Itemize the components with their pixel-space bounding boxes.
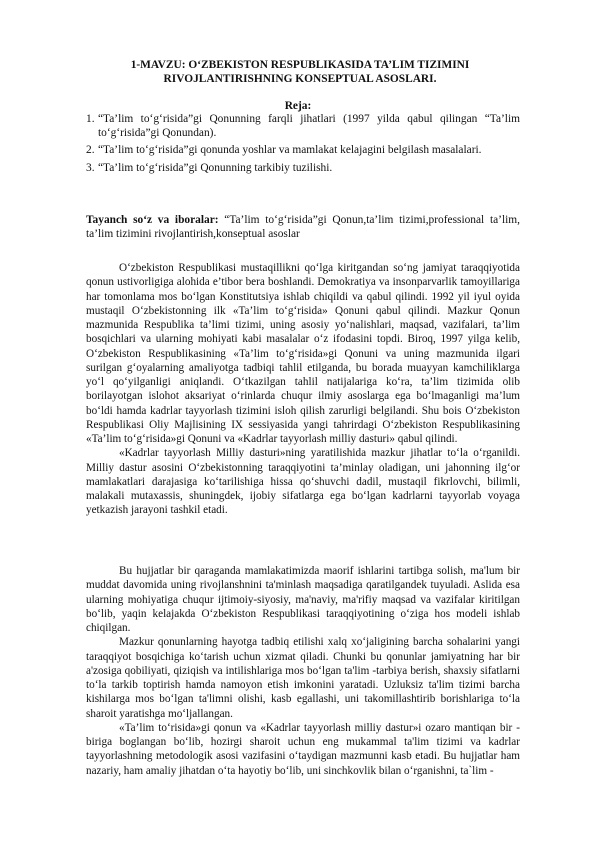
body-paragraph: O‘zbekiston Respublikasi mustaqillikni qo‘lga kiritgandan so‘ng jamiyat taraqqiyotida qonun ustivorligiga alohida e’tibor bera boshlandi. Demokratiya va insonparvarlik tamoyillariga har tomonlama mos bo‘lgan Konstitutsiya ishlab chiqildi va qabul qilindi. 1992 yil iyul oyida mustaqil O‘zbekistonning ilk «Ta’lim to‘g‘risida» Qonuni qabul qilindi. Mazkur Qonun mazmunida Respublika ta’limi tizimi, uning asosiy yo‘nalishlari, maqsad, vazifalari, ta’lim bosqichlari va ularning mohiyati kabi masalalar o‘z ifodasini topdi. Biroq, 1997 yilga kelib, O‘zbekiston Respublikasining «Ta’lim to‘g‘risida»gi Qonuni va uning mazmunida ilgari surilgan g‘oyalarning amaliyotga tadbiqi tahlil etilganda, bu borada muayyan kamchiliklarga yo‘l qo‘yilganligi aniqlandi. O‘tkazilgan tahlil natijalariga ko‘ra, ta’lim tizimida olib borilayotgan islohot aksariyat o‘rinlarda chuqur ilmiy asoslarga ega bo‘lmaganligi ma’lum bo‘ldi hamda kadrlar tayyorlash tizimini isloh qilish zarurligi belgilandi. Shu bois O‘zbekiston Respublikasi Oliy Majlisining IX sessiyasida yangi tahrirdagi O‘zbekiston Respublikasining «Ta’lim to‘g‘risida»gi Qonuni va «Kadrlar tayyorlash milliy dasturi» qabul qilindi. bbox=[86, 262, 520, 445]
plan-item-text: “Ta’lim to‘g‘risida”gi Qonunning farqli jihatlari (1997 yilda qabul qilingan “Ta’lim to‘g‘risida”gi Qonundan). bbox=[98, 113, 520, 140]
plan-item-text: “Ta’lim to‘g‘risida”gi Qonunning tarkibiy tuzilishi. bbox=[98, 161, 333, 174]
body-section-2 bbox=[86, 564, 520, 778]
body-paragraph: «Ta’lim to‘risida»gi qonun va «Kadrlar tayyorlash milliy dastur»i ozaro mantiqan bir -biriga boglangan bo‘lib, hozirgi sharoit uchun eng mukammal ta'lim tizimi va kadrlar tayyorlashning metodologik asosi vazifasini o‘taydigan mazmunni kasb etadi. Bu hujjatlar ham nazariy, ham amaliy jihatdan o‘ta hayotiy bo‘lib, uni sinchkovlik bilan o‘rganishni, ta`lim - bbox=[86, 721, 520, 777]
plan-item bbox=[86, 161, 520, 175]
plan-list bbox=[86, 112, 520, 178]
plan-item-number: 2. bbox=[86, 144, 95, 157]
plan-item-text: “Ta’lim to‘g‘risida”gi qonunda yoshlar va mamlakat kelajagini belgilash masalalari. bbox=[98, 144, 482, 157]
plan-item bbox=[86, 112, 520, 140]
body-paragraph: Mazkur qonunlarning hayotga tadbiq etilishi xalq xo‘jaligining barcha sohalarini yangi taraqqiyot bosqichiga ko‘tarish uchun xizmat qiladi. Chunki bu qonunlar jamiyatning har bir a'zosiga qobiliyati, qiziqish va intilishlariga mos bo‘lgan ta'lim -tarbiya berish, shaxsiy sifatlarni to‘la tarkib toptirish hamda namoyon etish imkonini yaratadi. Uzluksiz ta'lim tizimi barcha kishilarga mos bo‘lgan ta'limni olishi, kasb egallashi, uni takomillashtirib borishlariga to‘la sharoit yaratishga mo‘ljallangan. bbox=[86, 636, 520, 720]
page-title bbox=[120, 58, 480, 86]
keywords-label: Tayanch so‘z va iboralar: bbox=[86, 214, 219, 226]
plan-item-number: 3. bbox=[86, 161, 95, 174]
plan-item bbox=[86, 143, 520, 157]
keywords-paragraph bbox=[86, 213, 520, 241]
title-line-1: 1-MAVZU: O‘ZBEKISTON RESPUBLIKASIDA TA’LIM TIZIMINI bbox=[130, 59, 470, 71]
plan-item-number: 1. bbox=[86, 113, 95, 125]
plan-heading: Reja: bbox=[284, 100, 312, 112]
body-section-1 bbox=[86, 261, 520, 518]
body-paragraph: Bu hujjatlar bir qaraganda mamlakatimizda maorif ishlarini tartibga solish, ma'lum bir muddat davomida uning rivojlanshnini ta'minlash maqsadiga qaratilgandek tuyuladi. Aslida esa ularning mohiyatiga chuqur ijtimoiy-siyosiy, ma'naviy, ma'rifiy maqsad va vazifalar kiritilgan bo‘lib, yaqin kelajakda O‘zbekiston Respublikasi taraqqiyotining o‘ziga hos modeli ishlab chiqilgan. bbox=[86, 565, 520, 634]
title-line-2: RIVOJLANTIRISHNING KONSEPTUAL ASOSLARI. bbox=[163, 73, 437, 85]
body-paragraph: «Kadrlar tayyorlash Milliy dasturi»ning yaratilishida mazkur jihatlar to‘la o‘rganildi. Milliy dastur asosini O‘zbekistonning taraqqiyotini ta’minlay oladigan, uni jahonning ilg‘or mamlakatlari darajasiga ko‘tarilishiga hissa qo‘shuvchi dadil, mustaqil fikrlovchi, bilimli, malakali mutaxassis, shuningdek, ijobiy sifatlarga ega bo‘lgan kadrlarni tayyorlab voyaga yetkazish jarayoni tashkil etadi. bbox=[86, 447, 520, 517]
keywords-text: “Ta’lim to‘g‘risida”gi Qonun,ta’lim tizimi,professional ta’lim, ta’lim tizimini rivojlantirish,konseptual asoslar bbox=[86, 214, 520, 241]
